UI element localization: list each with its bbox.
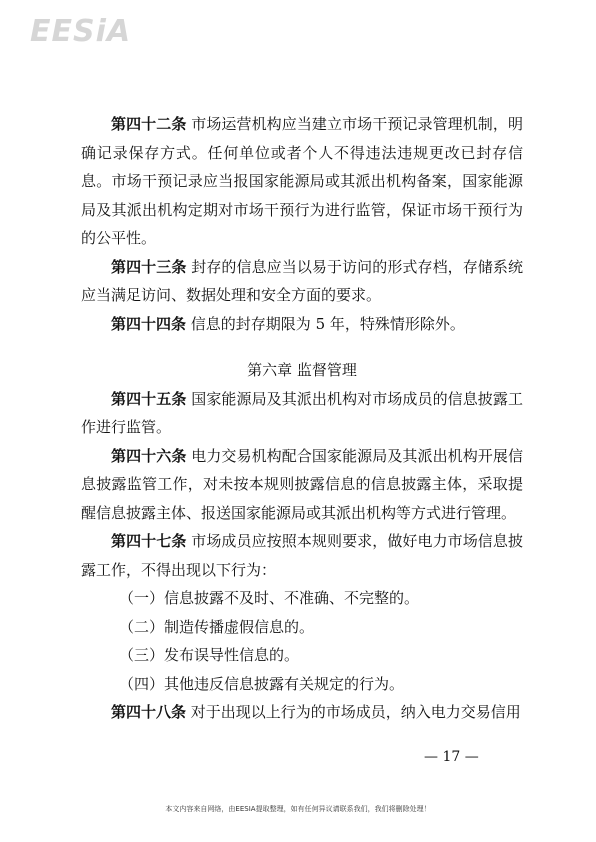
article-42 [81,110,523,253]
article-44-label: 第四十四条 [111,314,187,333]
article-43 [81,253,523,310]
article-46-label: 第四十六条 [111,446,187,465]
article-43-text: 封存的信息应当以易于访问的形式存档，存储系统应当满足访问、数据处理和安全方面的要求。 [81,257,523,304]
article-44 [81,310,523,339]
article-46 [81,442,523,528]
list-item: （一）信息披露不及时、不准确、不完整的。 [119,589,420,607]
article-47-text: 市场成员应按照本规则要求，做好电力市场信息披露工作，不得出现以下行为： [81,532,523,579]
article-48-label: 第四十八条 [111,703,187,721]
article-47-label: 第四十七条 [111,532,187,550]
page-number: — 17 — [424,749,479,765]
article-42-text: 市场运营机构应当建立市场干预记录管理机制，明确记录保存方式。任何单位或者个人不得违法违规更改已封存信息。市场干预记录应当报国家能源局或其派出机构备案，国家能源局及其派出机构定期对市场干预行为进行监管，保证市场干预行为的公平性。 [81,115,523,247]
article-47 [81,527,523,584]
article-45-label: 第四十五条 [111,389,187,408]
eesia-logo: EESiA [30,14,132,49]
source-notice: 本文内容来自网络，由EESIA提取整理，如有任何异议请联系我们，我们将删除处理！ [165,805,431,813]
article-48-text: 对于出现以上行为的市场成员，纳入电力交易信用 [190,703,521,721]
chapter-title: 第六章 监督管理 [247,361,357,379]
article-44-text: 信息的封存期限为 5 年，特殊情形除外。 [190,314,465,333]
article-43-label: 第四十三条 [111,257,187,276]
list-item: （四）其他违反信息披露有关规定的行为。 [119,674,405,693]
article-45 [81,385,523,442]
document-body [81,110,523,727]
article-46-text: 电力交易机构配合国家能源局及其派出机构开展信息披露监管工作，对未按本规则披露信息的信息披露主体，采取提醒信息披露主体、报送国家能源局或其派出机构等方式进行管理。 [81,446,523,522]
article-42-label: 第四十二条 [111,115,187,133]
article-48 [81,698,523,727]
article-45-text: 国家能源局及其派出机构对市场成员的信息披露工作进行监管。 [81,389,523,436]
list-item: （三）发布误导性信息的。 [119,646,300,664]
list-item: （二）制造传播虚假信息的。 [119,617,315,636]
